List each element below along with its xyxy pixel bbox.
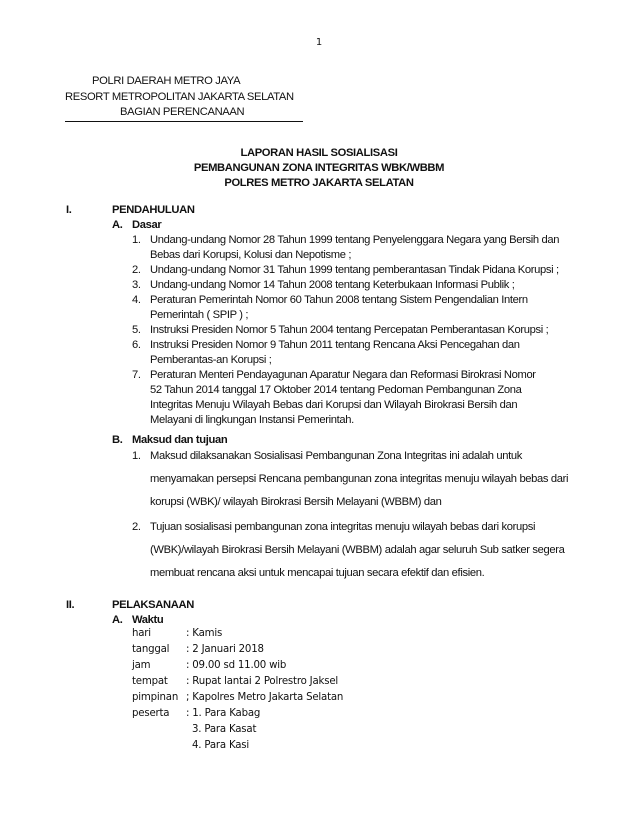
section-2-heading: PELAKSANAAN (112, 599, 194, 611)
peserta-item: 3. Para Kasat (192, 724, 257, 735)
peserta-item: 4. Para Kasi (192, 740, 250, 751)
dasar-item-text: Undang-undang Nomor 28 Tahun 1999 tentang Penyelenggara Negara yang Bersih dan (150, 234, 560, 246)
report-title-line2: PEMBANGUNAN ZONA INTEGRITAS WBK/WBBM (193, 162, 445, 174)
waktu-label: jam (132, 660, 151, 671)
section-2a-letter: A. (112, 614, 123, 626)
waktu-label: peserta (132, 708, 170, 719)
tujuan-item-text: menyamakan persepsi Rencana pembangunan zona integritas menuju wilayah bebas dari (150, 473, 569, 485)
dasar-item-number: 6. (132, 339, 141, 351)
letterhead-line2: RESORT METROPOLITAN JAKARTA SELATAN (65, 91, 294, 103)
section-1b-letter: B. (112, 434, 123, 446)
waktu-value: ; Kapolres Metro Jakarta Selatan (186, 692, 344, 703)
tujuan-item-text: Tujuan sosialisasi pembangunan zona integritas menuju wilayah bebas dari korupsi (150, 521, 536, 533)
dasar-item-text: Instruksi Presiden Nomor 5 Tahun 2004 tentang Percepatan Pemberantasan Korupsi ; (150, 324, 549, 336)
dasar-item-text: 52 Tahun 2014 tanggal 17 Oktober 2014 tentang Pedoman Pembangunan Zona (150, 384, 522, 396)
dasar-item-number: 7. (132, 369, 141, 381)
dasar-item-text: Bebas dari Korupsi, Kolusi dan Nepotisme ; (150, 249, 352, 261)
dasar-item-text: Undang-undang Nomor 14 Tahun 2008 tentang Keterbukaan Informasi Publik ; (150, 279, 515, 291)
dasar-item-text: Pemberantas-an Korupsi ; (150, 354, 272, 366)
section-2a-heading: Waktu (132, 614, 164, 626)
section-1a-letter: A. (112, 219, 123, 231)
waktu-label: hari (132, 628, 151, 639)
waktu-label: tempat (132, 676, 168, 687)
waktu-value: : Kamis (186, 628, 223, 639)
letterhead-underline (65, 121, 303, 122)
tujuan-item-text: membuat rencana aksi untuk mencapai tujuan secara efektif dan efisien. (150, 567, 485, 579)
section-1-heading: PENDAHULUAN (112, 204, 195, 216)
waktu-label: tanggal (132, 644, 170, 655)
dasar-item-text: Peraturan Pemerintah Nomor 60 Tahun 2008 tentang Sistem Pengendalian Intern (150, 294, 528, 306)
report-title-line3: POLRES METRO JAKARTA SELATAN (224, 177, 414, 189)
dasar-item-text: Undang-undang Nomor 31 Tahun 1999 tentang pemberantasan Tindak Pidana Korupsi ; (150, 264, 559, 276)
tujuan-item-text: Maksud dilaksanakan Sosialisasi Pembangunan Zona Integritas ini adalah untuk (150, 450, 523, 462)
dasar-item-number: 2. (132, 264, 141, 276)
waktu-label: pimpinan (132, 692, 179, 703)
dasar-item-number: 1. (132, 234, 141, 246)
section-2-numeral: II. (66, 599, 75, 611)
letterhead-line1: POLRI DAERAH METRO JAYA (92, 75, 241, 87)
dasar-item-text: Peraturan Menteri Pendayagunan Aparatur Negara dan Reformasi Birokrasi Nomor (150, 369, 536, 381)
section-1-numeral: I. (66, 204, 72, 216)
page-number: 1 (315, 37, 323, 48)
report-title-line1: LAPORAN HASIL SOSIALISASI (240, 147, 398, 159)
tujuan-item-text: korupsi (WBK)/ wilayah Birokrasi Bersih Melayani (WBBM) dan (150, 496, 442, 508)
waktu-value: : 09.00 sd 11.00 wib (186, 660, 287, 671)
section-1a-heading: Dasar (132, 219, 162, 231)
dasar-item-number: 4. (132, 294, 141, 306)
waktu-value: : 1. Para Kabag (186, 708, 261, 719)
tujuan-item-number: 1. (132, 450, 141, 462)
dasar-item-text: Pemerintah ( SPIP ) ; (150, 309, 249, 321)
dasar-item-text: Instruksi Presiden Nomor 9 Tahun 2011 tentang Rencana Aksi Pencegahan dan (150, 339, 520, 351)
waktu-value: : Rupat lantai 2 Polrestro Jaksel (186, 676, 339, 687)
tujuan-item-text: (WBK)/wilayah Birokrasi Bersih Melayani (WBBM) adalah agar seluruh Sub satker segera (150, 544, 565, 556)
section-1b-heading: Maksud dan tujuan (132, 434, 228, 446)
waktu-value: : 2 Januari 2018 (186, 644, 264, 655)
dasar-item-text: Integritas Menuju Wilayah Bebas dari Korupsi dan Wilayah Birokrasi Bersih dan (150, 399, 518, 411)
dasar-item-number: 3. (132, 279, 141, 291)
letterhead-line3: BAGIAN PERENCANAAN (120, 106, 245, 118)
tujuan-item-number: 2. (132, 521, 141, 533)
dasar-item-number: 5. (132, 324, 141, 336)
dasar-item-text: Melayani di lingkungan Instansi Pemerintah. (150, 414, 354, 426)
